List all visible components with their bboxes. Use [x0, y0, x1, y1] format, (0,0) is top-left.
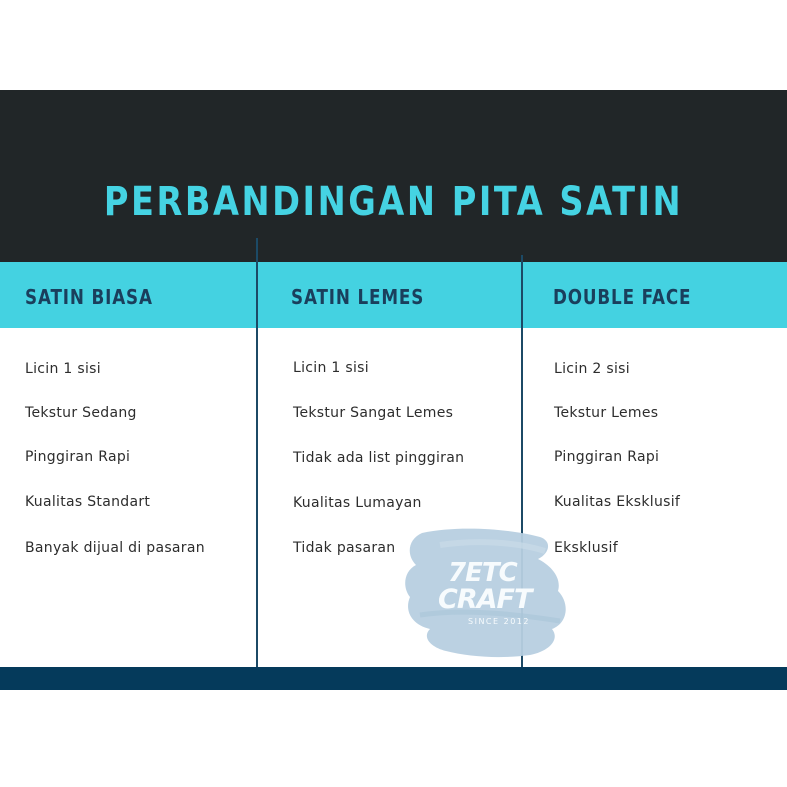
list-item: Tidak pasaran: [293, 540, 396, 556]
list-item: Eksklusif: [554, 540, 618, 556]
list-item: Licin 1 sisi: [293, 360, 369, 376]
list-item: Kualitas Lumayan: [293, 495, 422, 511]
column-divider-1: [256, 238, 258, 668]
column-header-satin-lemes: SATIN LEMES: [291, 285, 425, 309]
list-item: Tekstur Sedang: [25, 405, 137, 421]
watermark-line2: CRAFT: [438, 584, 532, 615]
list-item: Kualitas Standart: [25, 494, 151, 510]
list-item: Pinggiran Rapi: [554, 449, 660, 465]
list-item: Tekstur Lemes: [554, 405, 659, 421]
column-header-satin-biasa: SATIN BIASA: [25, 285, 153, 309]
page-title: PERBANDINGAN PITA SATIN: [103, 179, 684, 225]
list-item: Licin 1 sisi: [25, 361, 101, 377]
header-band: [0, 90, 787, 262]
list-item: Pinggiran Rapi: [25, 449, 131, 465]
column-header-double-face: DOUBLE FACE: [553, 285, 692, 309]
brand-watermark: [400, 525, 570, 660]
list-item: Tidak ada list pinggiran: [293, 450, 465, 466]
watermark-tagline: SINCE 2012: [468, 617, 530, 626]
list-item: Tekstur Sangat Lemes: [293, 405, 454, 421]
footer-band: [0, 667, 787, 690]
list-item: Kualitas Eksklusif: [554, 494, 681, 510]
list-item: Banyak dijual di pasaran: [25, 540, 205, 556]
watermark-line1: 7ETC: [448, 558, 517, 588]
list-item: Licin 2 sisi: [554, 361, 630, 377]
